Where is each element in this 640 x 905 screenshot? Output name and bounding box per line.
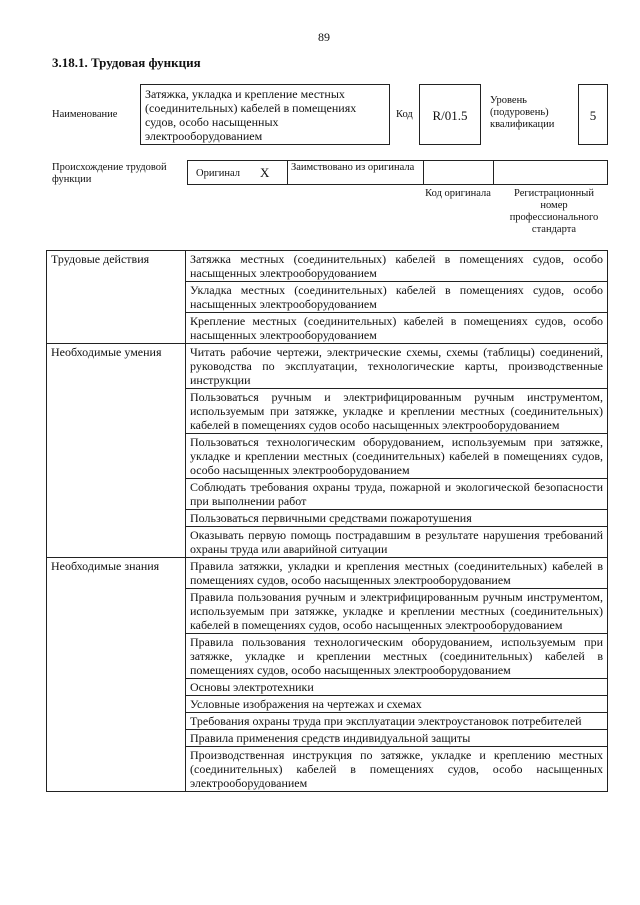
level-label: Уровень (подуровень) квалификации bbox=[490, 95, 555, 130]
origin-row bbox=[187, 160, 608, 185]
requirement-item: Пользоваться технологическим оборудованием, используемым при затяжке, укладке и креплении местных (соединительных) кабелей в помещениях судов, особо насыщенных электрооборудованием bbox=[186, 434, 608, 479]
original-cell bbox=[188, 161, 288, 184]
function-table bbox=[46, 250, 608, 792]
requirement-item: Правила применения средств индивидуальной защиты bbox=[186, 730, 608, 747]
original-mark: X bbox=[260, 165, 270, 180]
section-heading: Необходимые знания bbox=[47, 558, 186, 792]
function-code-box: R/01.5 bbox=[419, 84, 481, 145]
original-label: Оригинал bbox=[196, 168, 240, 179]
requirement-item: Затяжка местных (соединительных) кабелей в помещениях судов, особо насыщенных электрооборудованием bbox=[186, 251, 608, 282]
section-heading: Необходимые умения bbox=[47, 344, 186, 558]
original-code-cell bbox=[424, 161, 494, 184]
requirement-item: Читать рабочие чертежи, электрические схемы, схемы (таблицы) соединений, руководства по эксплуатации, технологические карты, производственные инструкции bbox=[186, 344, 608, 389]
requirement-item: Основы электротехники bbox=[186, 679, 608, 696]
section-heading: Трудовые действия bbox=[47, 251, 186, 344]
borrowed-cell: Заимствовано из оригинала bbox=[288, 161, 424, 184]
code-caption: Код оригинала bbox=[425, 188, 491, 199]
requirement-item: Крепление местных (соединительных) кабелей в помещениях судов, особо насыщенных электрооборудованием bbox=[186, 313, 608, 344]
requirement-item: Соблюдать требования охраны труда, пожарной и экологической безопасности при выполнении работ bbox=[186, 479, 608, 510]
requirement-item: Оказывать первую помощь пострадавшим в результате нарушения требований охраны труда или аварийной ситуации bbox=[186, 527, 608, 558]
requirement-item: Правила пользования ручным и электрифицированным ручным инструментом, используемым при затяжке, укладке и креплении местных (соединительных) кабелей в помещениях судов, особо насыщенных электрооборудованием bbox=[186, 589, 608, 634]
reg-caption: Регистрационный номер профессионального стандарта bbox=[509, 188, 599, 235]
requirement-item: Производственная инструкция по затяжке, укладке и креплению местных (соединительных) кабелей в помещениях судов, особо насыщенных электрооборудованием bbox=[186, 747, 608, 792]
requirement-item: Укладка местных (соединительных) кабелей в помещениях судов, особо насыщенных электрооборудованием bbox=[186, 282, 608, 313]
name-label: Наименование bbox=[52, 109, 118, 120]
origin-label: Происхождение трудовой функции bbox=[52, 162, 167, 185]
page-number: 89 bbox=[318, 30, 330, 44]
table-row bbox=[47, 251, 608, 282]
code-label: Код bbox=[396, 109, 413, 120]
table-row bbox=[47, 558, 608, 589]
requirement-item: Пользоваться ручным и электрифицированным ручным инструментом, используемым при затяжке, укладке и креплении местных (соединительных) кабелей в помещениях судов особо насыщенных электрооборудованием bbox=[186, 389, 608, 434]
requirement-item: Требования охраны труда при эксплуатации электроустановок потребителей bbox=[186, 713, 608, 730]
function-name-box: Затяжка, укладка и крепление местных (соединительных) кабелей в помещениях судов, особо насыщенных электрооборудованием bbox=[140, 84, 390, 145]
table-row bbox=[47, 344, 608, 389]
requirement-item: Пользоваться первичными средствами пожаротушения bbox=[186, 510, 608, 527]
reg-number-cell bbox=[494, 161, 607, 184]
qualification-level-box: 5 bbox=[578, 84, 608, 145]
section-title: 3.18.1. Трудовая функция bbox=[52, 55, 201, 70]
requirement-item: Правила затяжки, укладки и крепления местных (соединительных) кабелей в помещениях судов, особо насыщенных электрооборудованием bbox=[186, 558, 608, 589]
requirement-item: Правила пользования технологическим оборудованием, используемым при затяжке, укладке и креплении местных (соединительных) кабелей в помещениях судов, особо насыщенных электрооборудованием bbox=[186, 634, 608, 679]
requirement-item: Условные изображения на чертежах и схемах bbox=[186, 696, 608, 713]
